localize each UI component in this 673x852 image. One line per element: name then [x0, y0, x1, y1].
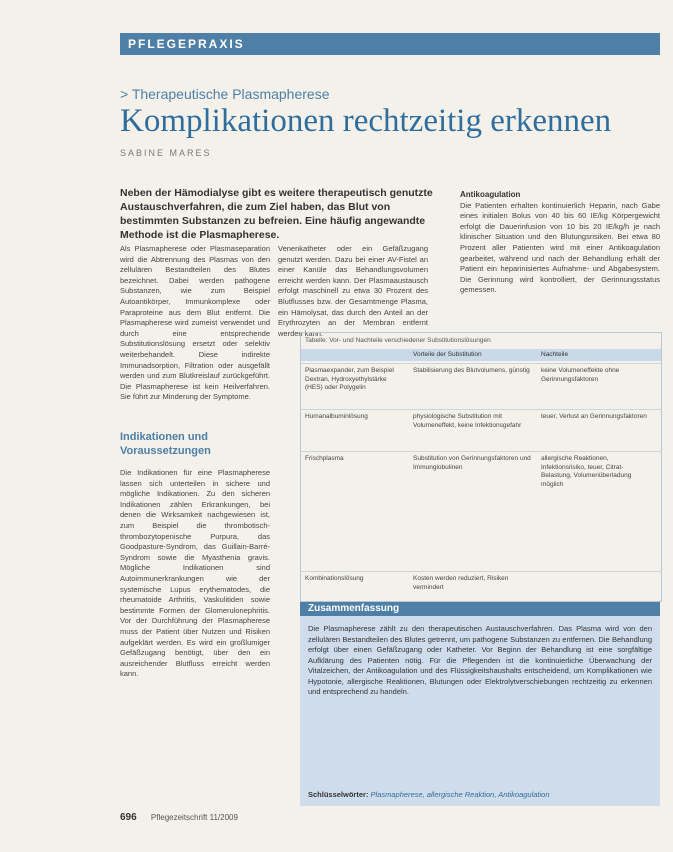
keywords-line — [308, 790, 550, 799]
table-header-cell: Nachteile — [541, 351, 569, 358]
table-row — [301, 451, 661, 570]
body-column-2: Venenkatheter oder ein Gefäßzugang genutzt werden. Dazu bei einer AV-Fistel an einer Kanüle das Behandlungsvolumen erreicht werden kann. Der Plasmaaustausch erfolgt maschinell zu etwa 30 Prozent des Blutflusses bzw. der Gesamtmenge Plasma, ein Hämolysat, das durch den Anteil an der Erythrozyten an der Membran entfernt werden kann. — [278, 244, 428, 338]
summary-title: Zusammenfassung — [308, 603, 400, 614]
section-subheading: Indikationen und Voraussetzungen — [120, 431, 211, 457]
table-cell-pro: Kosten werden reduziert, Risiken vermindert — [413, 575, 509, 591]
page-number: 696 — [120, 812, 137, 823]
section-label: PFLEGEPRAXIS — [128, 37, 245, 51]
table-cell-name: Humanalbuminlösung — [305, 413, 368, 420]
body-column-1b: Die Indikationen für eine Plasmapherese lassen sich unterteilen in sichere und mögliche Indikationen. Zu den sicheren Indikationen zählen Erkrankungen, bei denen die Wirksamkeit nachgewiesen ist, zum Beispiel die thrombotisch-thrombozytopenische Purpura, das Goodpasture-Syndrom, das Guillain-Barré-Syndrom sowie die Myasthenia gravis. Mögliche Indikationen sind Autoimmunerkrankungen wie der systemische Lupus erythematodes, die rheumatoide Arthritis, Vaskulitiden sowie bestimmte Formen der Glomerulonephritis. Vor der Durchführung der Plasmapherese muss der Patient über Nutzen und Risiken aufgeklärt werden. Es wird ein großlumiger Gefäßzugang benötigt, über den ein ausreichender Blutfluss erreicht werden kann. — [120, 468, 270, 679]
table-header-row — [301, 349, 661, 361]
table-cell-con: teuer, Verlust an Gerinnungsfaktoren — [541, 413, 647, 420]
article-kicker: > Therapeutische Plasmapherese — [120, 86, 330, 102]
table-cell-con: keine Volumeneffekte ohne Gerinnungsfaktoren — [541, 367, 620, 383]
table-cell-name: Plasmaexpander, zum Beispiel Dextran, Hydroxyethylstärke (HES) oder Polygelin — [305, 367, 394, 391]
column-3-heading: Antikoagulation — [460, 190, 521, 199]
summary-title-bar — [300, 602, 660, 616]
table-cell-name: Frischplasma — [305, 455, 344, 462]
table-cell-pro: Substitution von Gerinnungsfaktoren und Immunglobulinen — [413, 455, 531, 471]
article-lead: Neben der Hämodialyse gibt es weitere therapeutisch genutzte Austauschverfahren, die zum Ziel haben, das Blut von bestimmten Substanzen zu befreien. Eine häufig angewandte Methode ist die Plasmapherese. — [120, 187, 433, 241]
summary-text: Die Plasmapherese zählt zu den therapeutischen Austauschverfahren. Das Plasma wird von den zellulären Bestandteilen des Blutes getrennt, um pathogene Substanzen zu entfernen. Die Behandlung erfolgt über einen Gefäßzugang oder Katheter. Vor Beginn der Behandlung ist eine sorgfältige Aufklärung des Patienten nötig. Für die Pflegenden ist die kontinuierliche Überwachung der Vitalzeichen, der Antikoagulation und des Flüssigkeitshaushalts entscheidend, um Komplikationen wie Hypotonie, allergische Reaktionen, Blutungen oder Elektrolytverschiebungen rechtzeitig zu erkennen und entsprechend zu handeln. — [308, 624, 652, 696]
table-cell-name: Kombinationslösung — [305, 575, 364, 582]
table-cell-con: allergische Reaktionen, Infektionsrisiko, teuer, Citrat-Belastung, Volumenüberladung möglich — [541, 455, 632, 488]
column-3-text: Die Patienten erhalten kontinuierlich Heparin, nach Gabe eines initialen Bolus von 40 bis 60 IE/kg Körpergewicht erfolgt die Dauerinfusion von 10 bis 20 IE/kg/h je nach klinischer Situation und den Blutungsrisiken. Bei etwa 80 Prozent aller Patienten wird mit einer Antikoagulation gearbeitet, während und nach der Behandlung erhält der Patient ein heparinisiertes Aufnahme- und Abgabesystem. Die Gerinnung wird kontrolliert, der Gerinnungsstatus gemessen. — [460, 200, 660, 295]
page-footer — [120, 812, 238, 823]
section-header-bar — [120, 33, 660, 55]
body-column-1: Als Plasmapherese oder Plasmaseparation wird die Abtrennung des Plasmas von den zellulären Bestandteilen des Blutes bezeichnet. Dabei werden pathogene Substanzen, wie zum Beispiel Autoantikörper, Immunkomplexe oder Paraproteine aus dem Blut entfernt. Die Plasmapherese wird zumeist verwendet und durch eine entsprechende Substitutionslösung ersetzt oder selektiv weiterbehandelt. Diese indirekte Immunadsorption, Filtration oder ausgefällt werden und zum Blutkreislauf zurückgeführt. Die Plasmapherese ist kein Heilverfahren. Sie führt zur Minderung der Symptome. — [120, 244, 270, 402]
body-column-3 — [460, 190, 660, 296]
table-row — [301, 571, 661, 600]
table-caption: Tabelle: Vor- und Nachteile verschiedener Substitutionslösungen — [305, 337, 491, 344]
keywords-list: Plasmapherese, allergische Reaktion, Antikoagulation — [370, 790, 550, 799]
summary-box — [300, 602, 660, 806]
table-row — [301, 409, 661, 450]
table-row — [301, 363, 661, 408]
table-header-cell: Vorteile der Substitution — [413, 351, 482, 358]
table-cell-pro: Stabilisierung des Blutvolumens, günstig — [413, 367, 530, 374]
substitution-table — [300, 332, 662, 602]
article-author: SABINE MARES — [120, 148, 212, 158]
journal-issue: Pflegezeitschrift 11/2009 — [150, 813, 238, 822]
article-title: Komplikationen rechtzeitig erkennen — [120, 103, 612, 139]
table-cell-pro: physiologische Substitution mit Volumeneffekt, keine Infektionsgefahr — [413, 413, 522, 429]
keywords-label: Schlüsselwörter: — [308, 790, 369, 799]
